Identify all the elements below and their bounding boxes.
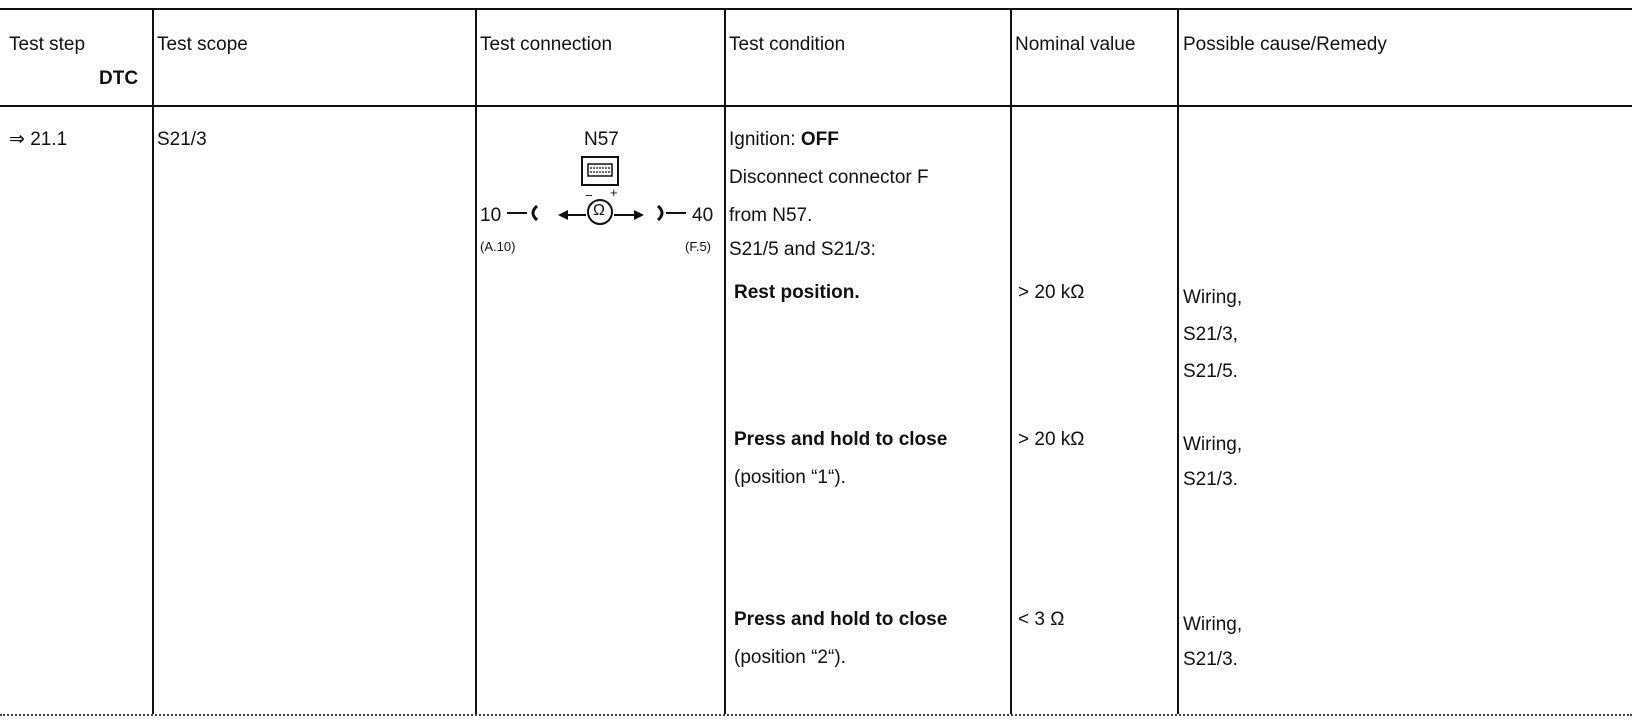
- test-step-value: ⇒ 21.1: [9, 129, 68, 150]
- remedy-1-line-2: S21/3,: [1183, 324, 1238, 345]
- control-unit-icon: [580, 155, 620, 187]
- probe-right-icon: [650, 203, 690, 223]
- meter-plus-sign: +: [610, 185, 618, 200]
- meter-minus-sign: −: [585, 188, 593, 203]
- header-rule: [0, 105, 1632, 107]
- header-test-connection: Test connection: [480, 34, 613, 55]
- nominal-value-1: > 20 kΩ: [1018, 282, 1085, 303]
- condition-press1-sub: (position “1“).: [734, 467, 846, 488]
- remedy-1-line-3: S21/5.: [1183, 361, 1238, 382]
- ignition-value: OFF: [800, 129, 839, 150]
- test-scope-value: S21/3: [157, 129, 207, 150]
- column-divider: [724, 8, 726, 714]
- header-dtc: DTC: [99, 68, 139, 89]
- header-nominal-value: Nominal value: [1015, 34, 1136, 55]
- header-test-step: Test step: [9, 34, 86, 55]
- pin-right: 40: [692, 205, 714, 226]
- ignition-label: Ignition:: [729, 129, 801, 150]
- meter-ohm-symbol: Ω: [593, 202, 605, 219]
- column-divider: [1010, 8, 1012, 714]
- nominal-value-2: > 20 kΩ: [1018, 429, 1085, 450]
- condition-press2-sub: (position “2“).: [734, 647, 846, 668]
- header-test-scope: Test scope: [157, 34, 248, 55]
- nominal-value-3: < 3 Ω: [1018, 609, 1065, 630]
- bottom-rule: [0, 714, 1632, 716]
- column-divider: [152, 8, 154, 714]
- condition-press1-title: Press and hold to close: [734, 429, 948, 450]
- module-label: N57: [584, 129, 619, 150]
- column-divider: [475, 8, 477, 714]
- ref-left: (A.10): [480, 239, 516, 254]
- condition-line-3: from N57.: [729, 205, 813, 226]
- header-test-condition: Test condition: [729, 34, 846, 55]
- ref-right: (F.5): [685, 239, 711, 254]
- header-possible-cause: Possible cause/Remedy: [1183, 34, 1387, 55]
- condition-line-4: S21/5 and S21/3:: [729, 239, 876, 260]
- remedy-3-line-2: S21/3.: [1183, 649, 1238, 670]
- condition-ignition: [729, 130, 839, 149]
- remedy-2-line-2: S21/3.: [1183, 469, 1238, 490]
- pin-left: 10: [480, 205, 502, 226]
- condition-press2-title: Press and hold to close: [734, 609, 948, 630]
- top-rule: [0, 8, 1632, 10]
- condition-line-2: Disconnect connector F: [729, 167, 929, 188]
- probe-left-icon: [505, 203, 545, 223]
- condition-rest-position: Rest position.: [734, 282, 860, 303]
- column-divider: [1177, 8, 1179, 714]
- remedy-3-line-1: Wiring,: [1183, 614, 1243, 635]
- remedy-1-line-1: Wiring,: [1183, 287, 1243, 308]
- remedy-2-line-1: Wiring,: [1183, 434, 1243, 455]
